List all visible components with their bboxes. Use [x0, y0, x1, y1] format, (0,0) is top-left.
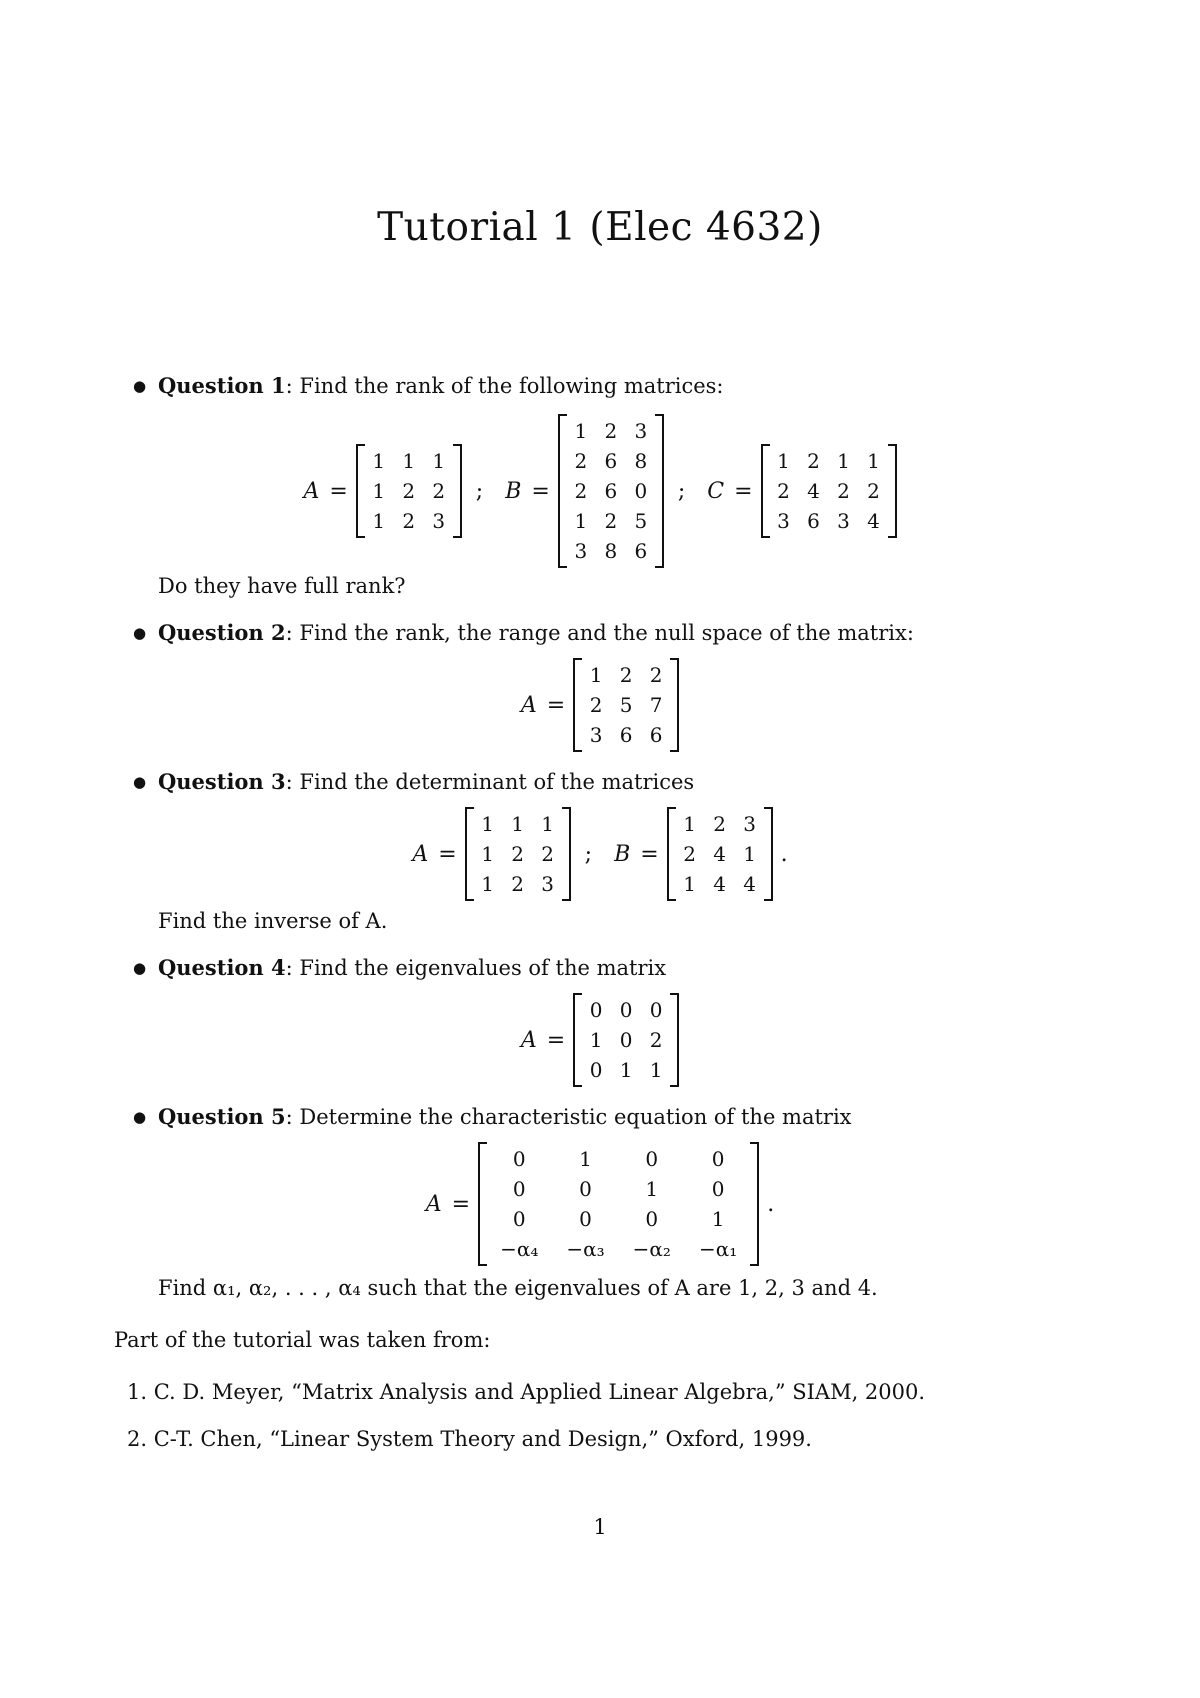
matrix-b-definition	[505, 414, 664, 568]
matrix-cell: 0	[649, 998, 663, 1022]
matrix-cell: 4	[867, 509, 880, 533]
matrix-cell: −α₂	[632, 1237, 671, 1261]
matrix-separator: ;	[677, 478, 686, 504]
matrix-cell: 2	[619, 663, 633, 687]
matrix-cell: 1	[589, 1028, 603, 1052]
matrix-cell: 2	[511, 842, 524, 866]
question-text: : Find the determinant of the matrices	[285, 770, 695, 794]
matrix-name: C	[707, 478, 725, 504]
matrix-cell: 3	[574, 539, 588, 563]
matrix-cell: 2	[867, 479, 880, 503]
question-text: : Find the rank, the range and the null space of the matrix:	[285, 621, 914, 645]
matrix-cell: 2	[574, 449, 588, 473]
matrix-cell: 0	[711, 1147, 725, 1171]
matrix-cell: 4	[807, 479, 820, 503]
question-text: : Find the rank of the following matrices:	[285, 374, 724, 398]
matrix-a-definition	[303, 444, 461, 538]
matrix-cell: 1	[711, 1207, 725, 1231]
question-2	[133, 619, 914, 647]
bullet-icon: ●	[133, 1108, 147, 1126]
matrix	[573, 658, 679, 752]
matrix-cell: 0	[645, 1207, 659, 1231]
equals-sign: =	[531, 478, 550, 504]
matrix-cell: 0	[619, 1028, 633, 1052]
matrix-cell: 2	[432, 479, 446, 503]
matrix-a-definition	[412, 807, 570, 901]
matrix-c-definition	[707, 444, 896, 538]
page-number: 1	[593, 1515, 607, 1539]
matrix-cell: 2	[541, 842, 554, 866]
equals-sign: =	[546, 1027, 566, 1053]
matrix-cell: 4	[743, 872, 757, 896]
question-label: Question 2	[158, 620, 286, 645]
q4-equation	[0, 993, 1200, 1087]
q1-followup: Do they have full rank?	[158, 574, 406, 598]
matrix-cell: 1	[743, 842, 757, 866]
matrix-cell: 1	[432, 449, 446, 473]
matrix-cell: 1	[481, 812, 494, 836]
question-5	[133, 1103, 852, 1131]
question-text: : Determine the characteristic equation of the matrix	[285, 1105, 852, 1129]
matrix-name: A	[412, 841, 429, 867]
matrix-cell: 2	[402, 509, 416, 533]
sources-intro: Part of the tutorial was taken from:	[114, 1328, 491, 1352]
matrix-cell: 2	[649, 663, 663, 687]
matrix-cell: 6	[604, 449, 618, 473]
matrix-cell: 0	[512, 1207, 526, 1231]
equals-sign: =	[451, 1191, 471, 1217]
matrix-cell: 2	[511, 872, 524, 896]
matrix-cell: 1	[481, 842, 494, 866]
matrix-cell: 2	[604, 419, 618, 443]
matrix-cell: 3	[837, 509, 850, 533]
matrix-name: A	[425, 1191, 442, 1217]
matrix-cell: 3	[589, 723, 603, 747]
matrix-cell: 3	[743, 812, 757, 836]
matrix-cell: 0	[619, 998, 633, 1022]
matrix-cell: 2	[604, 509, 618, 533]
matrix-cell: 1	[645, 1177, 659, 1201]
matrix-name: B	[614, 841, 631, 867]
matrix-cell: 1	[481, 872, 494, 896]
matrix-cell: 2	[649, 1028, 663, 1052]
matrix-cell: 0	[634, 479, 648, 503]
question-4	[133, 954, 666, 982]
matrix-separator: ;	[584, 841, 593, 867]
matrix-cell: 7	[649, 693, 663, 717]
source-number: 1.	[127, 1380, 148, 1404]
matrix-cell: 2	[777, 479, 790, 503]
matrix-cell: 1	[372, 479, 386, 503]
matrix-cell: 3	[777, 509, 790, 533]
equals-sign: =	[640, 841, 659, 867]
matrix	[356, 444, 462, 538]
source-text: C-T. Chen, “Linear System Theory and Design,” Oxford, 1999.	[153, 1427, 812, 1451]
matrix-cell: 8	[604, 539, 618, 563]
matrix-cell: 1	[372, 509, 386, 533]
question-text: : Find the eigenvalues of the matrix	[285, 956, 667, 980]
matrix-cell: 1	[402, 449, 416, 473]
question-1	[133, 372, 724, 400]
matrix-cell: 3	[541, 872, 554, 896]
matrix-cell: 0	[512, 1147, 526, 1171]
matrix-cell: 6	[634, 539, 648, 563]
equals-sign: =	[438, 841, 457, 867]
matrix-cell: 2	[807, 449, 820, 473]
matrix-cell: 2	[837, 479, 850, 503]
matrix-cell: 2	[574, 479, 588, 503]
equals-sign: =	[546, 692, 566, 718]
matrix-cell: 6	[604, 479, 618, 503]
matrix-cell: 1	[589, 663, 603, 687]
trailing-period: .	[780, 841, 788, 867]
matrix-cell: 1	[574, 509, 588, 533]
question-label: Question 3	[158, 769, 286, 794]
matrix-cell: 0	[512, 1177, 526, 1201]
matrix	[667, 807, 773, 901]
matrix-a-definition	[426, 1142, 774, 1266]
q1-equation	[0, 414, 1200, 568]
matrix-cell: 6	[649, 723, 663, 747]
source-item-2	[127, 1425, 812, 1453]
question-label: Question 5	[158, 1104, 286, 1129]
matrix-cell: 5	[619, 693, 633, 717]
matrix-separator: ;	[475, 478, 484, 504]
matrix-cell: 8	[634, 449, 648, 473]
matrix-name: B	[505, 478, 522, 504]
matrix-cell: 4	[713, 842, 727, 866]
matrix-b-definition	[614, 807, 788, 901]
matrix-a-definition	[521, 658, 679, 752]
matrix-cell: 3	[634, 419, 648, 443]
matrix-cell: 1	[511, 812, 524, 836]
matrix-cell: 1	[867, 449, 880, 473]
source-text: C. D. Meyer, “Matrix Analysis and Applied Linear Algebra,” SIAM, 2000.	[153, 1380, 926, 1404]
matrix-a-definition	[521, 993, 679, 1087]
matrix	[478, 1142, 759, 1266]
question-3	[133, 768, 694, 796]
matrix-cell: 1	[574, 419, 588, 443]
question-label: Question 1	[158, 373, 286, 398]
matrix-cell: 0	[589, 1058, 603, 1082]
matrix-cell: 1	[683, 872, 697, 896]
matrix-cell: 2	[713, 812, 727, 836]
matrix-name: A	[520, 1027, 537, 1053]
matrix-cell: 6	[807, 509, 820, 533]
page-title: Tutorial 1 (Elec 4632)	[377, 205, 823, 250]
matrix	[558, 414, 664, 568]
matrix	[465, 807, 571, 901]
source-item-1	[127, 1378, 925, 1406]
matrix	[573, 993, 679, 1087]
q2-equation	[0, 658, 1200, 752]
matrix-cell: 5	[634, 509, 648, 533]
matrix-cell: 3	[432, 509, 446, 533]
bullet-icon: ●	[133, 377, 147, 395]
matrix-cell: −α₃	[566, 1237, 605, 1261]
matrix-cell: 0	[645, 1147, 659, 1171]
matrix-cell: 6	[619, 723, 633, 747]
source-number: 2.	[127, 1427, 148, 1451]
matrix-cell: 2	[402, 479, 416, 503]
equals-sign: =	[329, 478, 348, 504]
matrix-cell: 4	[713, 872, 727, 896]
matrix-cell: 1	[777, 449, 790, 473]
matrix-name: A	[520, 692, 537, 718]
matrix-cell: 0	[589, 998, 603, 1022]
matrix-cell: 1	[683, 812, 697, 836]
bullet-icon: ●	[133, 773, 147, 791]
matrix-cell: −α₁	[698, 1237, 738, 1261]
matrix-cell: 0	[579, 1177, 592, 1201]
matrix-cell: 0	[711, 1177, 725, 1201]
q5-followup: Find α₁, α₂, . . . , α₄ such that the eigenvalues of A are 1, 2, 3 and 4.	[158, 1276, 878, 1300]
matrix-cell: 2	[589, 693, 603, 717]
matrix	[761, 444, 897, 538]
matrix-cell: 2	[683, 842, 697, 866]
bullet-icon: ●	[133, 624, 147, 642]
matrix-cell: 1	[837, 449, 850, 473]
matrix-cell: 1	[372, 449, 386, 473]
q3-followup: Find the inverse of A.	[158, 909, 388, 933]
matrix-cell: −α₄	[500, 1237, 539, 1261]
matrix-cell: 1	[541, 812, 554, 836]
question-label: Question 4	[158, 955, 286, 980]
matrix-cell: 1	[579, 1147, 592, 1171]
q3-equation	[0, 807, 1200, 901]
matrix-cell: 1	[619, 1058, 633, 1082]
bullet-icon: ●	[133, 959, 147, 977]
matrix-cell: 1	[649, 1058, 663, 1082]
trailing-period: .	[767, 1191, 775, 1217]
equals-sign: =	[734, 478, 753, 504]
matrix-name: A	[303, 478, 320, 504]
matrix-cell: 0	[579, 1207, 592, 1231]
q5-equation	[0, 1142, 1200, 1266]
